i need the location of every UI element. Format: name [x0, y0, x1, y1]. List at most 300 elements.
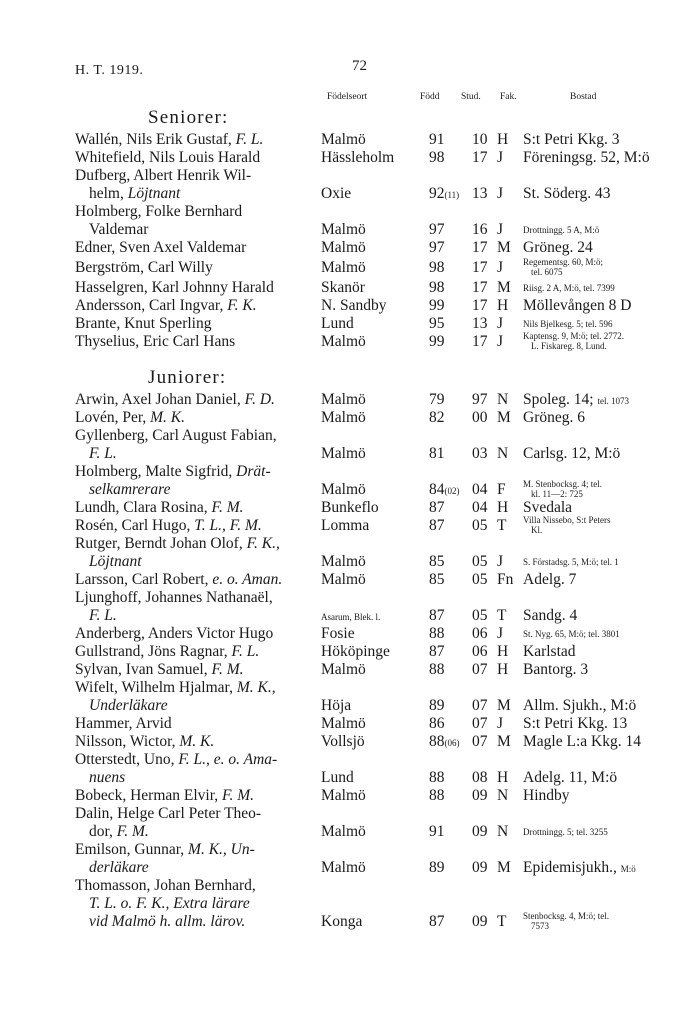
- address-text: S. Förstadsg. 5, M:ö; tel. 1: [523, 557, 619, 567]
- birth-year-value: 97: [429, 239, 445, 256]
- study-year: 07: [472, 715, 488, 732]
- birthplace: Malmö: [321, 445, 366, 462]
- person-name-text: Ljunghoff, Johannes Nathanaël,: [75, 589, 273, 606]
- birth-year: [429, 297, 445, 315]
- birthplace: Lomma: [321, 517, 370, 534]
- person-name-text: Thomasson, Johan Bernhard,: [75, 877, 256, 894]
- person-name-text: Bergström, Carl Willy: [75, 259, 213, 276]
- birth-year-value: 98: [429, 259, 445, 276]
- birth-year: [429, 823, 445, 841]
- address: [523, 571, 691, 589]
- page-number: 72: [352, 58, 367, 74]
- faculty: J: [497, 259, 504, 276]
- address-text-2: 7573: [531, 921, 549, 931]
- study-year: 16: [472, 221, 488, 238]
- faculty: J: [497, 185, 504, 202]
- person-name: [75, 571, 320, 589]
- birthplace: Malmö: [321, 221, 366, 238]
- person-name-text-2: helm,: [89, 185, 124, 202]
- birth-year: [429, 239, 445, 257]
- birthplace: Malmö: [321, 571, 366, 588]
- person-title: F. M.: [211, 499, 244, 516]
- person-name: [75, 463, 320, 499]
- person-name: [75, 841, 320, 877]
- birth-year: [429, 625, 445, 643]
- faculty: N: [497, 787, 509, 804]
- address: [523, 479, 691, 499]
- person-title-continued: nuens: [89, 769, 126, 786]
- address: [523, 607, 691, 625]
- birth-year-value: 89: [429, 697, 445, 714]
- person-name: [75, 297, 320, 315]
- study-year: 09: [472, 823, 488, 840]
- address: [523, 827, 691, 837]
- address-note: tel. 1073: [597, 396, 629, 406]
- address-text: Hindby: [523, 787, 570, 804]
- study-year: 09: [472, 859, 488, 876]
- person-name: [75, 167, 320, 203]
- birth-year-value: 79: [429, 391, 445, 408]
- birthplace: N. Sandby: [321, 297, 387, 314]
- birth-year: [429, 571, 445, 589]
- person-name-text: Anderberg, Anders Victor Hugo: [75, 625, 274, 642]
- person-name: [75, 427, 320, 463]
- address-text: Nils Bjelkesg. 5; tel. 596: [523, 319, 613, 329]
- address-text: Magle L:a Kkg. 14: [523, 733, 641, 750]
- birth-year-value: 88: [429, 661, 445, 678]
- person-name: [75, 733, 320, 751]
- person-name-text: Hammer, Arvid: [75, 715, 172, 732]
- person-title: F. L., e. o. Ama-: [178, 751, 278, 768]
- birthplace: Malmö: [321, 553, 366, 570]
- study-year: 05: [472, 571, 488, 588]
- birth-year-value: 86: [429, 715, 445, 732]
- birth-year-value: 97: [429, 221, 445, 238]
- address: [523, 283, 691, 293]
- birth-year: [429, 859, 445, 877]
- address-text-2: Kl.: [531, 525, 543, 535]
- person-title: Löjtnant: [127, 185, 181, 202]
- birth-year-value: 98: [429, 279, 445, 296]
- address: [523, 787, 691, 805]
- birthplace: Malmö: [321, 481, 366, 498]
- faculty: J: [497, 149, 504, 166]
- person-name: [75, 517, 320, 535]
- person-name: [75, 751, 320, 787]
- person-name-text: Rosén, Carl Hugo,: [75, 517, 191, 534]
- study-year: 07: [472, 733, 488, 750]
- faculty: N: [497, 823, 509, 840]
- faculty: J: [497, 553, 504, 570]
- study-year: 05: [472, 553, 488, 570]
- person-name-text: Thyselius, Eric Carl Hans: [75, 333, 236, 350]
- person-title: F. K.,: [246, 535, 280, 552]
- column-header-birthplace: Födelseort: [327, 92, 368, 102]
- person-title: e. o. Aman.: [212, 571, 283, 588]
- person-name-text: Otterstedt, Uno,: [75, 751, 175, 768]
- birthplace: Malmö: [321, 859, 366, 876]
- person-name-text: Larsson, Carl Robert,: [75, 571, 209, 588]
- birth-year-value: 88: [429, 787, 445, 804]
- faculty: H: [497, 769, 509, 786]
- birthplace: Hököpinge: [321, 643, 390, 660]
- birth-year: [429, 607, 445, 625]
- person-title-continued: F. L.: [89, 607, 117, 624]
- birth-year-value: 87: [429, 499, 445, 516]
- column-header-born: Född: [420, 92, 440, 102]
- person-title: M. K.: [150, 409, 186, 426]
- birthplace: Malmö: [321, 239, 366, 256]
- person-name: [75, 643, 320, 661]
- birth-year: [429, 715, 445, 733]
- faculty: M: [497, 239, 511, 256]
- study-year: 13: [472, 315, 488, 332]
- prior-study-year: (02): [444, 486, 460, 496]
- address: [523, 715, 691, 733]
- person-name-text: Gullstrand, Jöns Ragnar,: [75, 643, 228, 660]
- birth-year-value: 88: [429, 769, 445, 786]
- birth-year: [429, 661, 445, 679]
- person-title: F. M.: [222, 787, 255, 804]
- address-text: Villa Nissebo, S:t Peters: [523, 515, 611, 525]
- address: [523, 911, 691, 931]
- study-year: 17: [472, 239, 488, 256]
- birth-year-value: 87: [429, 643, 445, 660]
- birth-year-value: 95: [429, 315, 445, 332]
- person-name: [75, 877, 320, 931]
- birthplace: Malmö: [321, 787, 366, 804]
- faculty: N: [497, 391, 509, 408]
- study-year: 17: [472, 333, 488, 350]
- person-title-continued: F. L.: [89, 445, 117, 462]
- birth-year: [429, 259, 445, 277]
- address: [523, 409, 691, 427]
- person-name-text: Rutger, Berndt Johan Olof,: [75, 535, 243, 552]
- address: [523, 319, 691, 329]
- study-year: 06: [472, 643, 488, 660]
- address-text-2: L. Fiskareg. 8, Lund.: [531, 341, 607, 351]
- person-name-continued: [75, 823, 320, 841]
- birthplace: Asarum, Blek. l.: [321, 612, 381, 622]
- person-title-continued: derläkare: [89, 859, 149, 876]
- birth-year-value: 98: [429, 149, 445, 166]
- faculty: Fn: [497, 571, 514, 588]
- birth-year: [429, 279, 445, 297]
- address-text: Bantorg. 3: [523, 661, 589, 678]
- birth-year-value: 81: [429, 445, 445, 462]
- person-name: [75, 149, 320, 167]
- address: [523, 697, 691, 715]
- person-name: [75, 625, 320, 643]
- person-name-text-2: dor,: [89, 823, 113, 840]
- person-name: [75, 787, 320, 805]
- address-text: Sandg. 4: [523, 607, 578, 624]
- person-name-text: Dufberg, Albert Henrik Wil-: [75, 167, 252, 184]
- person-name: [75, 315, 320, 333]
- address-text: S:t Petri Kkg. 3: [523, 131, 620, 148]
- birthplace: Oxie: [321, 185, 352, 202]
- faculty: T: [497, 913, 507, 930]
- column-header-studied: Stud.: [461, 92, 481, 102]
- prior-study-year: (06): [444, 738, 460, 748]
- address-text: Karlstad: [523, 643, 576, 660]
- study-year: 05: [472, 607, 488, 624]
- address-text-2: kl. 11—2: 725: [531, 489, 583, 499]
- birth-year-value: 92: [429, 185, 445, 202]
- person-title-continued: Löjtnant: [89, 553, 142, 570]
- address-text: Möllevången 8 D: [523, 297, 632, 314]
- birth-year: [429, 697, 445, 715]
- study-year: 17: [472, 149, 488, 166]
- person-title: F. M.: [211, 661, 244, 678]
- birthplace: Vollsjö: [321, 733, 365, 750]
- study-year: 10: [472, 131, 488, 148]
- person-name-continued: [75, 185, 320, 203]
- birth-year-value: 88: [429, 625, 445, 642]
- faculty: M: [497, 279, 511, 296]
- address-text: Gröneg. 6: [523, 409, 585, 426]
- faculty: H: [497, 643, 509, 660]
- address-note: M:ö: [620, 864, 636, 874]
- birth-year: [429, 787, 445, 805]
- person-name-text: Hasselgren, Karl Johnny Harald: [75, 279, 274, 296]
- address-text: Spoleg. 14;: [523, 391, 594, 408]
- birthplace: Malmö: [321, 391, 366, 408]
- person-title: F. L.: [231, 643, 260, 660]
- birth-year: [429, 643, 445, 661]
- faculty: F: [497, 481, 506, 498]
- address-text: Kaptensg. 9, M:ö; tel. 2772.: [523, 331, 624, 341]
- birth-year: [429, 409, 445, 427]
- person-name: [75, 679, 320, 715]
- birth-year: [429, 185, 459, 203]
- faculty: M: [497, 733, 511, 750]
- address-text: Drottningg. 5; tel. 3255: [523, 827, 608, 837]
- person-name-text: Holmberg, Folke Bernhard: [75, 203, 243, 220]
- birthplace: Malmö: [321, 823, 366, 840]
- person-name-text: Brante, Knut Sperling: [75, 315, 212, 332]
- person-title: F. L.: [235, 131, 264, 148]
- faculty: M: [497, 697, 511, 714]
- birth-year-value: 85: [429, 571, 445, 588]
- faculty: J: [497, 315, 504, 332]
- address-text: Adelg. 11, M:ö: [523, 769, 618, 786]
- birth-year-value: 87: [429, 607, 445, 624]
- person-name-text: Arwin, Axel Johan Daniel,: [75, 391, 241, 408]
- person-name: [75, 715, 320, 733]
- person-title: M. K.,: [236, 679, 276, 696]
- person-name: [75, 259, 320, 277]
- address-text: Epidemisjukh.,: [523, 859, 617, 876]
- address-text: Stenbocksg. 4, M:ö; tel.: [523, 911, 609, 921]
- birthplace: Hässleholm: [321, 149, 395, 166]
- address-text: Riisg. 2 A, M:ö, tel. 7399: [523, 283, 615, 293]
- birth-year-value: 91: [429, 823, 445, 840]
- person-name-text: Andersson, Carl Ingvar,: [75, 297, 224, 314]
- birth-year: [429, 517, 445, 535]
- person-name: [75, 391, 320, 409]
- study-year: 04: [472, 499, 488, 516]
- address: [523, 557, 691, 567]
- birth-year: [429, 913, 445, 931]
- faculty: N: [497, 445, 509, 462]
- birth-year-value: 88: [429, 733, 445, 750]
- address-text: Gröneg. 24: [523, 239, 593, 256]
- faculty: J: [497, 715, 504, 732]
- address: [523, 629, 691, 639]
- person-name: [75, 203, 320, 239]
- study-year: 17: [472, 297, 488, 314]
- faculty: H: [497, 297, 509, 314]
- birth-year: [429, 131, 445, 149]
- study-year: 08: [472, 769, 488, 786]
- person-name-text: Wallén, Nils Erik Gustaf,: [75, 131, 232, 148]
- person-name-text: Edner, Sven Axel Valdemar: [75, 239, 247, 256]
- person-title-continued-2: vid Malmö h. allm. lärov.: [89, 913, 246, 930]
- address: [523, 661, 691, 679]
- faculty: T: [497, 607, 507, 624]
- person-name-text: Bobeck, Herman Elvir,: [75, 787, 219, 804]
- study-year: 09: [472, 787, 488, 804]
- birth-year: [429, 391, 445, 409]
- person-name-text: Lovén, Per,: [75, 409, 147, 426]
- person-name-text-2: Valdemar: [89, 221, 149, 238]
- study-year: 07: [472, 697, 488, 714]
- address-text: Föreningsg. 52, M:ö: [523, 149, 650, 166]
- person-title: Drät-: [236, 463, 271, 480]
- person-name-text: Holmberg, Malte Sigfrid,: [75, 463, 233, 480]
- birth-year-value: 91: [429, 131, 445, 148]
- person-name: [75, 279, 320, 297]
- person-name: [75, 409, 320, 427]
- study-year: 17: [472, 279, 488, 296]
- study-year: 06: [472, 625, 488, 642]
- person-name-text: Sylvan, Ivan Samuel,: [75, 661, 208, 678]
- birthplace: Malmö: [321, 715, 366, 732]
- birthplace: Konga: [321, 913, 363, 930]
- address: [523, 185, 691, 203]
- person-name: [75, 239, 320, 257]
- birth-year-value: 85: [429, 553, 445, 570]
- person-title-continued: T. L. o. F. K., Extra lärare: [89, 895, 250, 912]
- person-name-text: Whitefield, Nils Louis Harald: [75, 149, 261, 166]
- birth-year-value: 99: [429, 333, 445, 350]
- address-text: Regementsg. 60, M:ö;: [523, 257, 603, 267]
- person-title: M. K., Un-: [188, 841, 255, 858]
- study-year: 07: [472, 661, 488, 678]
- person-title: F. D.: [244, 391, 275, 408]
- address-text: M. Stenbocksg. 4; tel.: [523, 479, 602, 489]
- person-name-text: Wifelt, Wilhelm Hjalmar,: [75, 679, 233, 696]
- birth-year: [429, 553, 445, 571]
- birth-year-value: 87: [429, 913, 445, 930]
- birth-year: [429, 333, 445, 351]
- page-header-left: H. T. 1919.: [75, 63, 144, 78]
- address-text: Allm. Sjukh., M:ö: [523, 697, 637, 714]
- faculty: H: [497, 499, 509, 516]
- birthplace: Malmö: [321, 409, 366, 426]
- birth-year-value: 89: [429, 859, 445, 876]
- address: [523, 239, 691, 257]
- person-title-continued: Underläkare: [89, 697, 168, 714]
- study-year: 05: [472, 517, 488, 534]
- person-name: [75, 661, 320, 679]
- address-text-2: tel. 6075: [531, 267, 563, 277]
- person-title: F. K.: [227, 297, 257, 314]
- birthplace: Höja: [321, 697, 352, 714]
- address-text: St. Söderg. 43: [523, 185, 611, 202]
- birthplace: Malmö: [321, 333, 366, 350]
- birthplace: Fosie: [321, 625, 355, 642]
- faculty: H: [497, 661, 509, 678]
- address-text: Drottningg. 5 A, M:ö: [523, 225, 600, 235]
- person-title: F. M.: [116, 823, 149, 840]
- person-name-text: Emilson, Gunnar,: [75, 841, 185, 858]
- address: [523, 445, 691, 463]
- study-year: 17: [472, 259, 488, 276]
- birthplace: Malmö: [321, 661, 366, 678]
- column-header-address: Bostad: [570, 92, 597, 102]
- person-title-continued: selkamrerare: [89, 481, 171, 498]
- birth-year: [429, 499, 445, 517]
- address: [523, 331, 691, 351]
- address: [523, 391, 691, 409]
- person-name: [75, 333, 320, 351]
- person-name-continued: [75, 221, 320, 239]
- section-heading-juniors: Juniorer:: [148, 367, 227, 388]
- faculty: M: [497, 859, 511, 876]
- birthplace: Lund: [321, 769, 354, 786]
- study-year: 13: [472, 185, 488, 202]
- birthplace: Skanör: [321, 279, 365, 296]
- address: [523, 515, 691, 535]
- person-name: [75, 499, 320, 517]
- birthplace: Lund: [321, 315, 354, 332]
- birth-year: [429, 769, 445, 787]
- address: [523, 769, 691, 787]
- address: [523, 297, 691, 315]
- address-text: Adelg. 7: [523, 571, 577, 588]
- address-text: St. Nyg. 65, M:ö; tel. 3801: [523, 629, 620, 639]
- birthplace: Bunkeflo: [321, 499, 379, 516]
- person-name: [75, 535, 320, 571]
- study-year: 09: [472, 913, 488, 930]
- person-name: [75, 131, 320, 149]
- person-name-text: Nilsson, Wictor,: [75, 733, 176, 750]
- faculty: M: [497, 409, 511, 426]
- address: [523, 643, 691, 661]
- faculty: T: [497, 517, 507, 534]
- birth-year: [429, 315, 445, 333]
- person-title: T. L., F. M.: [194, 517, 262, 534]
- birth-year: [429, 481, 460, 499]
- person-name-text: Lundh, Clara Rosina,: [75, 499, 208, 516]
- study-year: 97: [472, 391, 488, 408]
- person-name-text: Gyllenberg, Carl August Fabian,: [75, 427, 277, 444]
- address-text: Carlsg. 12, M:ö: [523, 445, 621, 462]
- birth-year-value: 87: [429, 517, 445, 534]
- section-heading-seniors: Seniorer:: [148, 107, 229, 128]
- address-text: Svedala: [523, 499, 573, 516]
- birthplace: Malmö: [321, 131, 366, 148]
- faculty: J: [497, 333, 504, 350]
- faculty: H: [497, 131, 509, 148]
- birthplace: Malmö: [321, 259, 366, 276]
- study-year: 00: [472, 409, 488, 426]
- address-text: S:t Petri Kkg. 13: [523, 715, 628, 732]
- birth-year: [429, 733, 460, 751]
- faculty: J: [497, 221, 504, 238]
